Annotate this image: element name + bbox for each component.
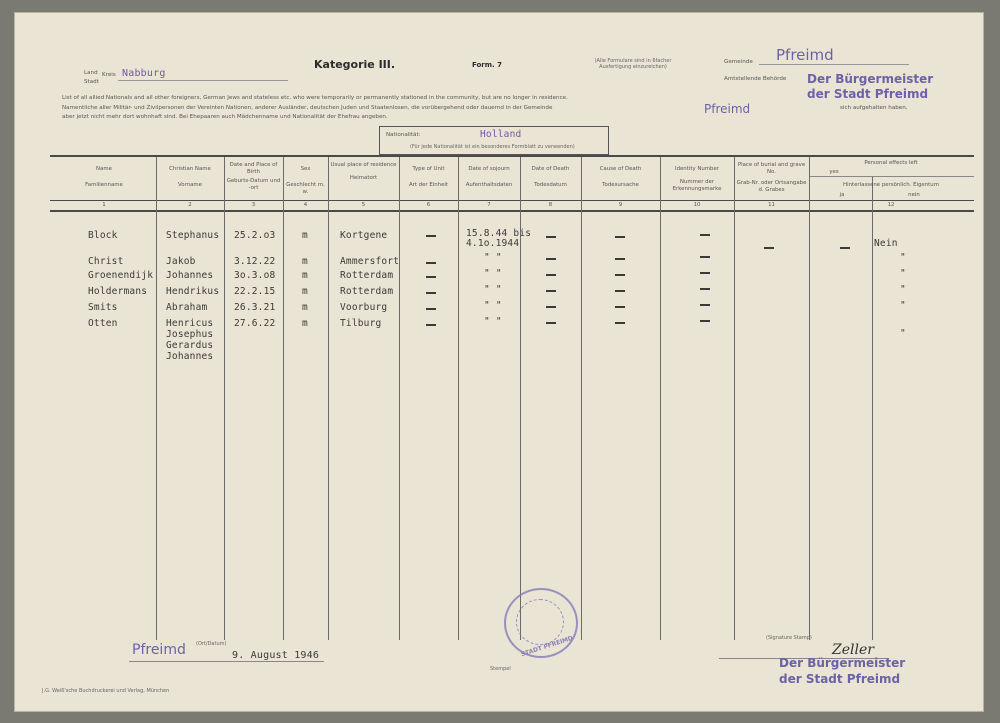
cell-residence: Kortgene: [340, 230, 388, 241]
dash-unit-row4: [426, 292, 436, 294]
nationality-note: (Für jede Nationalität ist ein besonderes Formblatt zu verwenden): [410, 144, 575, 150]
cell-sex: m: [302, 270, 308, 281]
col-num-10: 10: [693, 202, 701, 208]
cell-birth: 26.3.21: [234, 302, 276, 313]
dash-unit-row6: [426, 324, 436, 326]
cell-birth: 3.12.22: [234, 256, 276, 267]
kreis-label: Kreis: [102, 72, 116, 78]
dash-cause-row1: [615, 236, 625, 238]
dash-identity-row4: [700, 288, 710, 290]
dash-death-row6: [546, 322, 556, 324]
dash-cause-row6: [615, 322, 625, 324]
col-header-christian-name: Christian Name Vorname: [169, 166, 211, 188]
dash-unit-row2: [426, 262, 436, 264]
dash-death-row2: [546, 258, 556, 260]
col-header-death-cause: Cause of Death Todesursache: [599, 166, 642, 188]
amtsstelle-label: Amtstellende Behörde: [724, 76, 787, 82]
authority-stamp-line2: der Stadt Pfreimd: [807, 87, 929, 101]
cell-first-name: Hendrikus: [166, 286, 220, 297]
form-note: (Alle Formulare sind in 6facher Ausfertigung einzureichen): [594, 58, 672, 70]
gemeinde-underline: [759, 64, 909, 65]
cell-birth: 22.2.15: [234, 286, 276, 297]
table-number-rule: [50, 210, 974, 212]
cell-name: Smits: [88, 302, 118, 313]
form-number: Form. 7: [472, 61, 503, 69]
col-header-burial: Place of burial and grave No. Grab-Nr. oder Ortsangabe d. Grabes: [736, 162, 807, 193]
cell-effects: ": [900, 328, 906, 339]
cell-effects: ": [900, 252, 906, 263]
cell-sex: m: [302, 256, 308, 267]
dash-burial-row1: [764, 247, 774, 249]
cell-sojourn: " ": [484, 284, 502, 295]
intro-english: List of all allied Nationals and all other foreigners, German Jews and stateless etc. who were temporarily or permanently stationed in the community, but are no longer in residence.: [62, 95, 568, 101]
effects-ja-label: ja: [839, 192, 845, 198]
cell-birth: 25.2.o3: [234, 230, 276, 241]
dash-cause-row3: [615, 274, 625, 276]
gemeinde-label: Gemeinde: [724, 59, 753, 65]
col-num-4: 4: [303, 202, 308, 208]
col-num-5: 5: [361, 202, 366, 208]
col-num-3: 3: [251, 202, 256, 208]
cell-first-name-3: Gerardus: [166, 340, 214, 351]
kreis-value: Nabburg: [122, 68, 166, 79]
footer-date: 9. August 1946: [232, 650, 320, 661]
cell-residence: Tilburg: [340, 318, 382, 329]
dash-cause-row4: [615, 290, 625, 292]
cell-first-name-2: Josephus: [166, 329, 214, 340]
col-header-birth: Date and Place of Birth Geburts-Datum und -ort: [226, 162, 281, 191]
cell-name: Groenendijk: [88, 270, 154, 281]
col-num-6: 6: [426, 202, 431, 208]
dash-unit-row5: [426, 308, 436, 310]
footer-stempel-label: Stempel: [490, 666, 511, 672]
col-divider-11: [809, 157, 810, 640]
effects-german-label: Hinterlassene persönlich. Eigentum: [843, 182, 939, 188]
seal-text: STADT PFREIMD: [520, 634, 574, 659]
col-header-unit: Type of Unit Art der Einheit: [408, 166, 449, 188]
cell-name: Christ: [88, 256, 124, 267]
col-divider-5: [399, 157, 400, 640]
col-header-residence: Usual place of residence Heimatort: [330, 162, 397, 181]
col-divider-4: [328, 157, 329, 640]
cell-name: Otten: [88, 318, 118, 329]
col-header-effects: Personal effects left: [864, 160, 918, 166]
footer-stamp-line2: der Stadt Pfreimd: [779, 672, 901, 686]
dash-death-row4: [546, 290, 556, 292]
col-header-name: Name Familienname: [85, 166, 123, 188]
col-divider-12: [872, 177, 873, 640]
intro-german-1-end: sich aufgehalten haben,: [840, 105, 908, 111]
col-num-8: 8: [548, 202, 553, 208]
cell-sex: m: [302, 318, 308, 329]
col-divider-8: [581, 157, 582, 640]
col-header-identity: Identity Number Nummer der Erkennungsmarke: [672, 166, 722, 192]
cell-sex: m: [302, 230, 308, 241]
authority-stamp-line1: Der Bürgermeister: [807, 72, 934, 86]
land-label: Land: [84, 70, 98, 76]
cell-sex: m: [302, 302, 308, 313]
cell-sojourn: " ": [484, 300, 502, 311]
dash-effects-yes-row1: [840, 247, 850, 249]
signature-label: (Signature Stamp): [766, 635, 812, 641]
col-num-7: 7: [487, 202, 491, 208]
footer-place-stamp: Pfreimd: [132, 642, 186, 658]
col-header-sex: Sex Geschlecht m. w.: [286, 166, 325, 195]
cell-effects: ": [900, 284, 906, 295]
cell-effects: Nein: [874, 238, 898, 249]
effects-subrule: [810, 176, 974, 177]
col-divider-2: [224, 157, 225, 640]
cell-residence: Ammersfort: [340, 256, 400, 267]
cell-sojourn: 15.8.44 bis: [466, 228, 532, 239]
dash-identity-row3: [700, 272, 710, 274]
kreis-underline: [118, 80, 288, 81]
dash-identity-row1: [700, 234, 710, 236]
dash-identity-row6: [700, 320, 710, 322]
cell-first-name: Abraham: [166, 302, 208, 313]
dash-death-row3: [546, 274, 556, 276]
dash-cause-row2: [615, 258, 625, 260]
cell-effects: ": [900, 268, 906, 279]
footer-place-label: (Ort/Datum): [196, 641, 227, 647]
col-num-12: 12: [887, 202, 895, 208]
stadt-label: Stadt: [84, 79, 99, 85]
col-divider-3: [283, 157, 284, 640]
effects-nein-label: nein: [908, 192, 920, 198]
col-header-sojourn: Date of sojourn Aufenthaltsdaten: [465, 166, 513, 188]
col-divider-9: [660, 157, 661, 640]
cell-birth: 3o.3.o8: [234, 270, 276, 281]
col-num-1: 1: [102, 202, 106, 208]
col-divider-10: [734, 157, 735, 640]
cell-first-name: Jakob: [166, 256, 196, 267]
city-seal: [504, 588, 578, 658]
nationality-box: [379, 126, 609, 155]
footer-date-underline: [129, 661, 324, 662]
dash-identity-row5: [700, 304, 710, 306]
seal-inner-ring: [516, 599, 564, 645]
gemeinde-stamp: Pfreimd: [776, 46, 834, 64]
dash-identity-row2: [700, 256, 710, 258]
cell-first-name: Stephanus: [166, 230, 220, 241]
cell-residence: Rotterdam: [340, 270, 394, 281]
nationality-label: Nationalität:: [386, 132, 421, 138]
cell-name: Holdermans: [88, 286, 148, 297]
col-num-9: 9: [618, 202, 623, 208]
intro-german-1: Namentliche aller Militär- und Zivilpersonen der Vereinten Nationen, anderer Ausländer, deutschen Juden und Staatenlosen, die vorübergehend oder dauernd in der Gemeinde: [62, 105, 553, 111]
cell-effects: ": [900, 300, 906, 311]
cell-first-name-4: Johannes: [166, 351, 214, 362]
cell-sojourn: " ": [484, 268, 502, 279]
nationality-value: Holland: [480, 129, 522, 140]
cell-sojourn: " ": [484, 316, 502, 327]
cell-first-name: Johannes: [166, 270, 214, 281]
cell-residence: Rotterdam: [340, 286, 394, 297]
col-num-11: 11: [768, 202, 775, 208]
table-header-rule: [50, 200, 974, 201]
dash-death-row1: [546, 236, 556, 238]
cell-sojourn-end: 4.1o.1944: [466, 238, 520, 249]
cell-first-name: Henricus: [166, 318, 214, 329]
intro-place-stamp: Pfreimd: [704, 102, 751, 116]
col-header-death-date: Date of Death Todesdatum: [531, 166, 570, 188]
footer-stamp-line1: Der Bürgermeister: [779, 656, 906, 670]
intro-german-2: aber jetzt nicht mehr dort wohnhaft sind. Bei Ehepaaren auch Mädchenname und Nationalität der Ehefrau angeben.: [62, 114, 388, 120]
cell-sojourn: " ": [484, 252, 502, 263]
printer-imprint: J.G. Weiß'sche Buchdruckerei und Verlag, München: [42, 688, 170, 694]
dash-cause-row5: [615, 306, 625, 308]
signature: Zeller: [832, 642, 874, 658]
col-num-2: 2: [188, 202, 192, 208]
cell-birth: 27.6.22: [234, 318, 276, 329]
col-divider-1: [156, 157, 157, 640]
cell-name: Block: [88, 230, 118, 241]
col-divider-6: [458, 157, 459, 640]
dash-death-row5: [546, 306, 556, 308]
cell-residence: Voorburg: [340, 302, 388, 313]
cell-sex: m: [302, 286, 308, 297]
document-page: [14, 12, 984, 712]
dash-unit-row1: [426, 235, 436, 237]
category-title: Kategorie III.: [314, 58, 396, 71]
table-top-rule: [50, 155, 974, 157]
dash-unit-row3: [426, 276, 436, 278]
effects-yes-label: yes: [829, 169, 839, 175]
